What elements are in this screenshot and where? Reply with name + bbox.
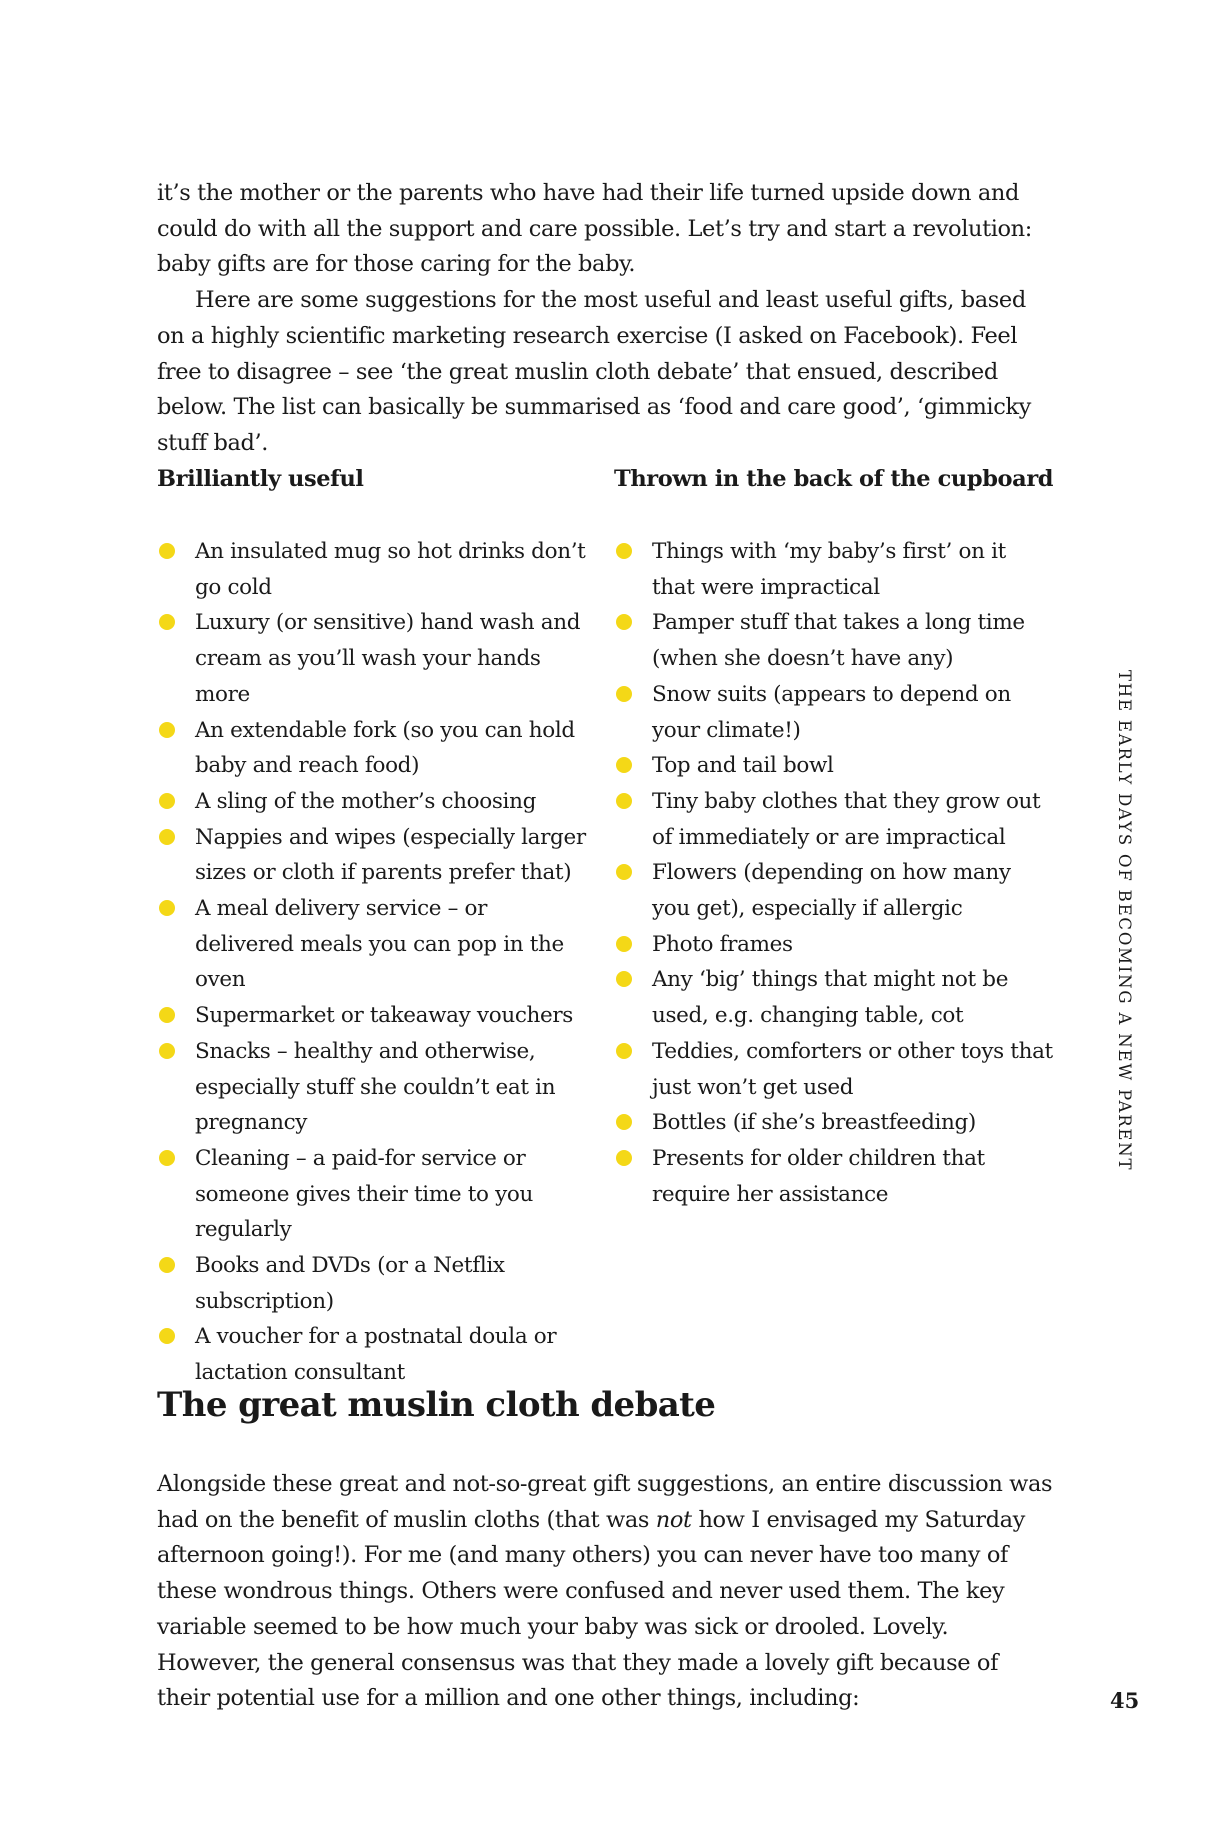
section-body [157,1467,1057,1717]
list-item [614,748,1054,784]
list-item-text: Luxury (or sensitive) hand wash and cream as you’ll wash your hands more [195,610,581,707]
list-item [614,855,1054,926]
list-item [157,1034,587,1141]
bullet-icon [159,1257,175,1273]
paragraph-text-start: Alongside these great and not-so-great gift suggestions, an entire discussion was had on the benefit of muslin cloths (that was [157,1471,1053,1533]
paragraph-text-end: how I envisaged my Saturday afternoon going!). For me (and many others) you can never have too many of these wondrous things. Others were confused and never used them. The key variable seemed to be how much your baby was sick or drooled. Lovely. However, the general consensus was that they made a lovely gift because of their potential use for a million and one other things, including: [157,1506,1025,1712]
list-item [614,1034,1054,1105]
list-item-text: Teddies, comforters or other toys that just won’t get used [652,1038,1053,1100]
list-item [157,1248,587,1319]
list-item [614,677,1054,748]
cupboard-gifts-list [614,534,1054,1212]
bullet-icon [616,543,632,559]
bullet-icon [159,1007,175,1023]
bullet-icon [159,900,175,916]
right-column-heading: Thrown in the back of the cupboard [614,466,1054,492]
section-paragraph [157,1467,1057,1717]
list-item-text: Supermarket or takeaway vouchers [195,1003,573,1029]
bullet-icon [159,1043,175,1059]
list-item-text: Cleaning – a paid-for service or someone gives their time to you regularly [195,1145,533,1243]
intro-paragraph-2: Here are some suggestions for the most useful and least useful gifts, based on a highly scientific marketing research exercise (I asked on Facebook). Feel free to disagree – see ‘the great muslin cloth debate’ that ensued, described below. The list can basically be summarised as ‘food and care good’, ‘gimmicky stuff bad’. [157,287,1031,456]
list-item [614,534,1054,605]
intro-text [157,176,1047,462]
list-item [157,784,587,820]
bullet-icon [616,1114,632,1130]
bullet-icon [616,793,632,809]
intro-paragraph-1: it’s the mother or the parents who have had their life turned upside down and could do with all the support and care possible. Let’s try and start a revolution: baby gifts are for those caring for the baby. [157,180,1032,278]
list-item [157,534,587,605]
list-item-text: A meal delivery service – or delivered meals you can pop in the oven [195,896,564,993]
bullet-icon [159,1328,175,1344]
page-number: 45 [1110,1688,1140,1713]
list-item-text: Photo frames [652,931,793,957]
list-item [157,1319,587,1390]
section-heading: The great muslin cloth debate [157,1385,716,1425]
list-item-text: Bottles (if she’s breastfeeding) [652,1110,976,1136]
list-item [157,891,587,998]
bullet-icon [616,864,632,880]
list-item-text: A sling of the mother’s choosing [195,788,536,814]
list-item [614,1105,1054,1141]
bullet-icon [616,686,632,702]
list-item-text: An insulated mug so hot drinks don’t go cold [195,539,586,600]
useful-gifts-list [157,534,587,1391]
bullet-icon [616,757,632,773]
bullet-icon [616,1043,632,1059]
list-item-text: Flowers (depending on how many you get), especially if allergic [652,860,1011,922]
list-item-text: Snacks – healthy and otherwise, especially stuff she couldn’t eat in pregnancy [195,1038,556,1136]
list-item-text: Pamper stuff that takes a long time (when she doesn’t have any) [652,610,1025,672]
list-item [614,962,1054,1033]
emphasis-text: not [655,1506,692,1533]
running-head: THE EARLY DAYS OF BECOMING A NEW PARENT [1115,670,1134,1172]
list-item [157,605,587,712]
list-item-text: An extendable fork (so you can hold baby and reach food) [195,717,575,779]
bullet-icon [159,1150,175,1166]
bullet-icon [616,971,632,987]
list-item-text: Tiny baby clothes that they grow out of immediately or are impractical [652,788,1041,850]
list-item-text: Top and tail bowl [652,753,834,779]
list-item [157,1141,587,1248]
list-item-text: Things with ‘my baby’s first’ on it that were impractical [652,539,1006,600]
list-item [614,927,1054,963]
list-item [157,998,587,1034]
bullet-icon [159,793,175,809]
list-item-text: Presents for older children that require her assistance [652,1145,985,1207]
bullet-icon [616,1150,632,1166]
bullet-icon [616,614,632,630]
list-item-text: Books and DVDs (or a Netflix subscription) [195,1253,505,1314]
list-item-text: A voucher for a postnatal doula or lactation consultant [195,1324,557,1386]
list-item [157,713,587,784]
list-item [157,820,587,891]
list-item-text: Nappies and wipes (especially larger sizes or cloth if parents prefer that) [195,824,586,886]
bullet-icon [159,829,175,845]
bullet-icon [159,614,175,630]
list-item [614,1141,1054,1212]
left-column-heading: Brilliantly useful [157,466,364,492]
bullet-icon [159,543,175,559]
bullet-icon [616,936,632,952]
list-item-text: Any ‘big’ things that might not be used, e.g. changing table, cot [652,967,1009,1029]
list-item [614,605,1054,676]
list-item [614,784,1054,855]
list-item-text: Snow suits (appears to depend on your climate!) [652,681,1011,743]
bullet-icon [159,722,175,738]
